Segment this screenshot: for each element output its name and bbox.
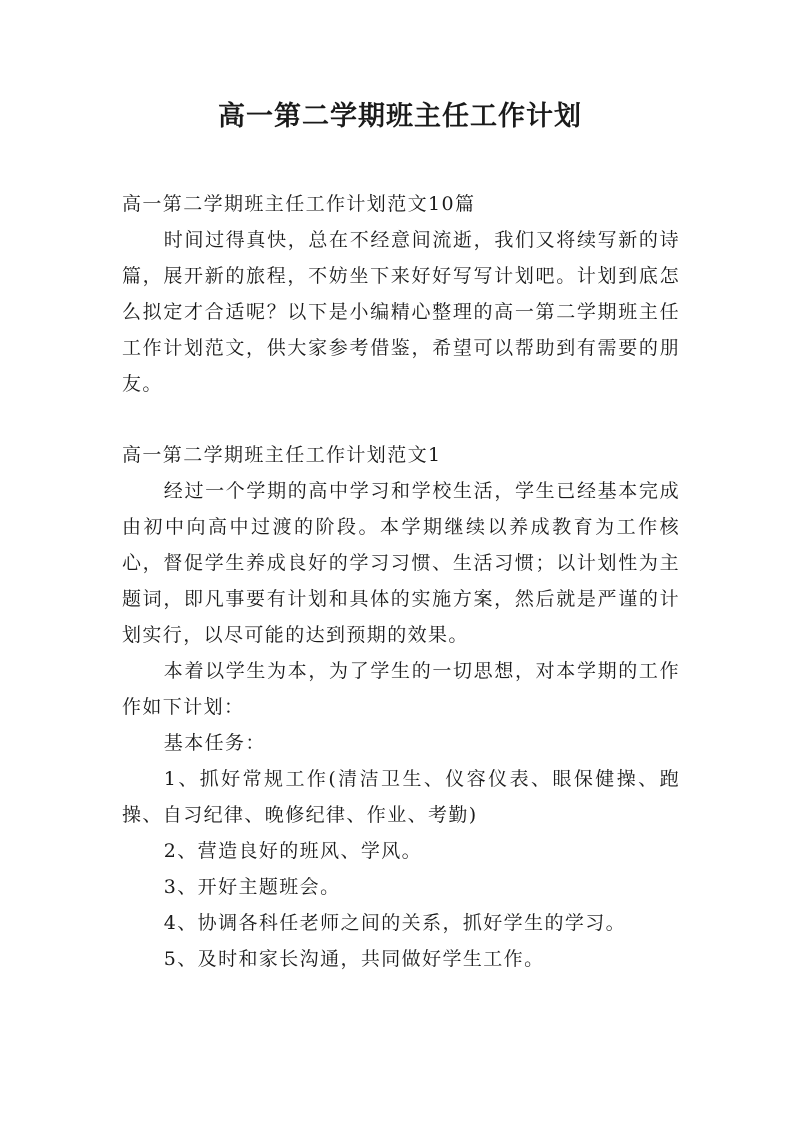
intro-paragraph: 时间过得真快，总在不经意间流逝，我们又将续写新的诗篇，展开新的旅程，不妨坐下来好好写写计划吧。计划到底怎么拟定才合适呢？以下是小编精心整理的高一第二学期班主任工作计划范文，供大家参考借鉴，希望可以帮助到有需要的朋友。 bbox=[122, 229, 680, 395]
task-item: 4、协调各科任老师之间的关系，抓好学生的学习。 bbox=[163, 912, 627, 934]
document-body bbox=[122, 186, 680, 977]
task-item: 1、抓好常规工作(清洁卫生、仪容仪表、眼保健操、跑操、自习纪律、晚修纪律、作业、考勤) bbox=[122, 768, 680, 826]
task-item: 3、开好主题班会。 bbox=[163, 876, 341, 898]
tasks-label: 基本任务： bbox=[163, 732, 266, 754]
section-heading: 高一第二学期班主任工作计划范文1 bbox=[122, 444, 442, 466]
task-item: 2、营造良好的班风、学风。 bbox=[163, 840, 423, 862]
section-paragraph: 本着以学生为本，为了学生的一切思想，对本学期的工作作如下计划： bbox=[122, 660, 680, 718]
section-paragraph: 经过一个学期的高中学习和学校生活，学生已经基本完成由初中向高中过渡的阶段。本学期继续以养成教育为工作核心，督促学生养成良好的学习习惯、生活习惯；以计划性为主题词，即凡事要有计划和具体的实施方案，然后就是严谨的计划实行，以尽可能的达到预期的效果。 bbox=[122, 480, 680, 646]
intro-heading: 高一第二学期班主任工作计划范文10篇 bbox=[122, 193, 476, 215]
document-title: 高一第二学期班主任工作计划 bbox=[218, 101, 582, 132]
section-spacer bbox=[122, 402, 680, 437]
task-item: 5、及时和家长沟通，共同做好学生工作。 bbox=[163, 948, 545, 970]
